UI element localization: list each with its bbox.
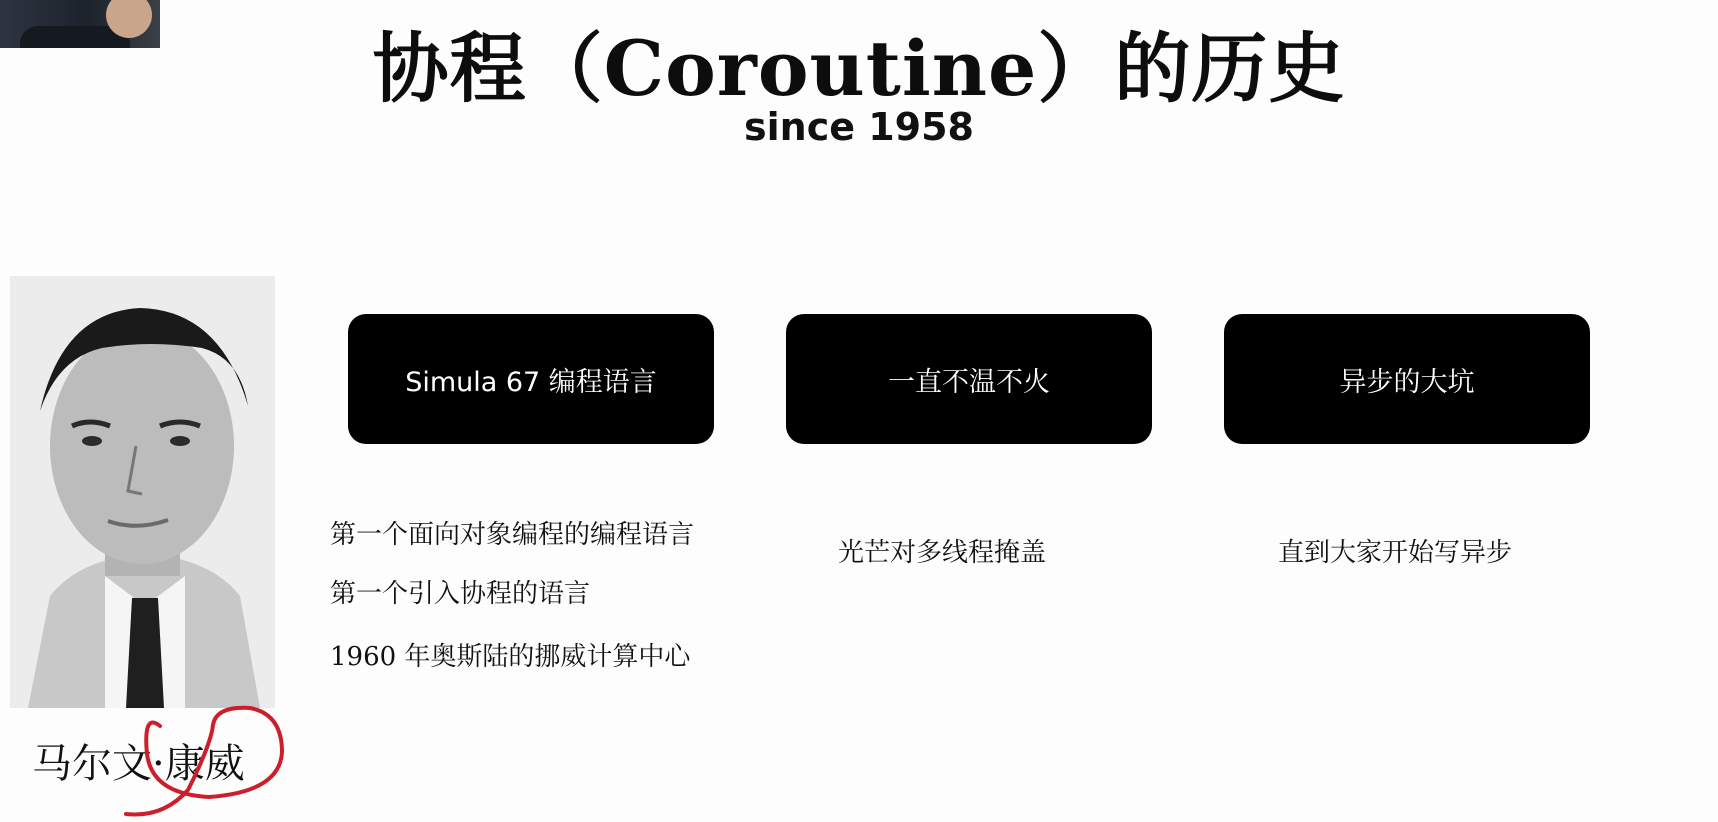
slide-title: 协程（Coroutine）的历史 (372, 24, 1346, 113)
person-name-caption: 马尔文·康威 (32, 741, 245, 787)
topic-1-note-3: 1960 年奥斯陆的挪威计算中心 (330, 642, 691, 672)
topic-2-note-1: 光芒对多线程掩盖 (838, 538, 1047, 568)
topic-button-async-pitfall[interactable]: 异步的大坑 (1224, 314, 1590, 444)
portrait-photo (10, 276, 275, 708)
topic-3-note-1: 直到大家开始写异步 (1278, 538, 1513, 568)
topic-button-simula-67[interactable]: Simula 67 编程语言 (348, 314, 714, 444)
topic-1-note-2: 第一个引入协程的语言 (330, 579, 591, 609)
topic-button-lukewarm[interactable]: 一直不温不火 (786, 314, 1152, 444)
topic-1-note-1: 第一个面向对象编程的编程语言 (330, 520, 695, 550)
slide-subtitle: since 1958 (744, 105, 974, 149)
